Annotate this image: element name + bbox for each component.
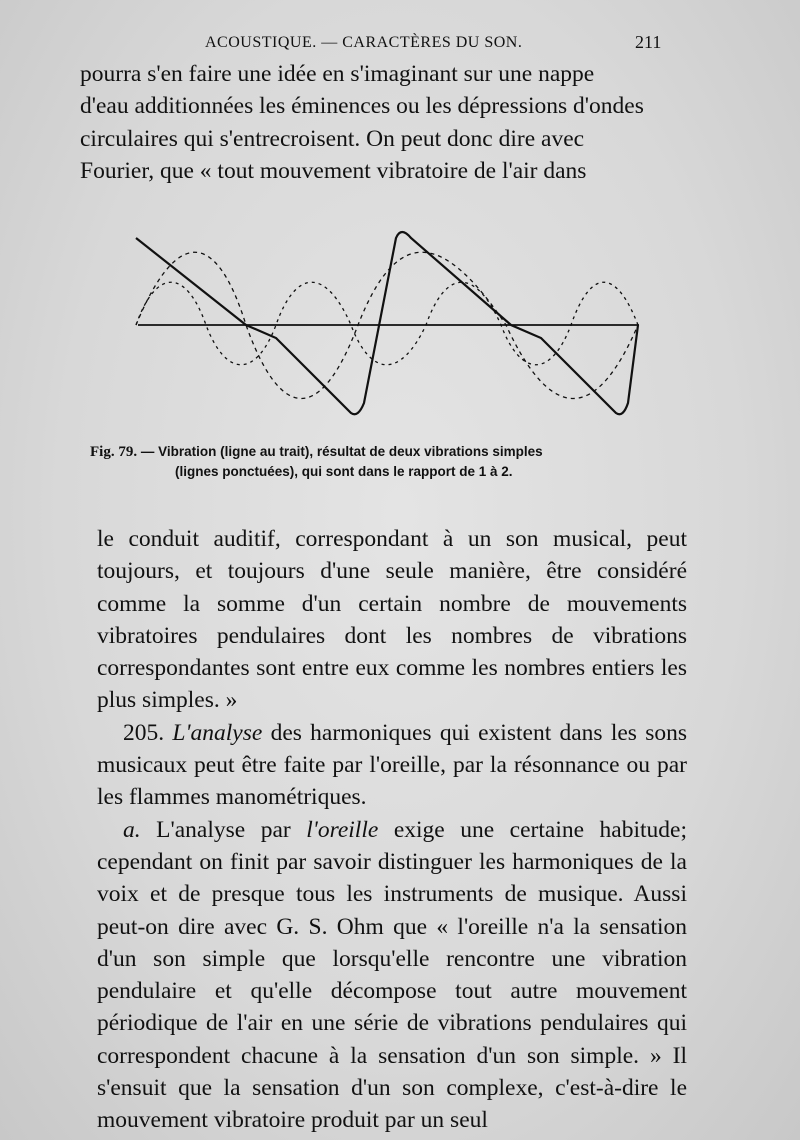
text-line: pourra s'en faire une idée en s'imaginant sur une nappe bbox=[80, 61, 595, 87]
emphasis-oreille: l'oreille bbox=[306, 816, 379, 843]
subsection-label: a. bbox=[123, 816, 141, 843]
figure-caption bbox=[90, 442, 680, 482]
caption-line-1: — Vibration (ligne au trait), résultat de deux vibrations simples bbox=[140, 444, 543, 459]
text-line: Fourier, que « tout mouvement vibratoire de l'air dans bbox=[80, 157, 587, 184]
caption-line-2: (lignes ponctuées), qui sont dans le rapport de 1 à 2. bbox=[175, 464, 513, 479]
composite-wave bbox=[136, 232, 638, 414]
continuation-paragraph: le conduit auditif, correspondant à un son musical, peut toujours, et toujours d'une seule manière, être considéré comme la somme d'un certain nombre de mouvements vibratoires pendulaires dont les nombres de vibrations correspondantes sont entre eux comme les nombres entiers les plus simples. » bbox=[97, 526, 687, 714]
section-205-text: des harmoniques qui existent dans les sons musicaux peut être faite par l'oreille, par la résonnance ou par les flammes manométriques. bbox=[97, 719, 688, 811]
text-line: d'eau additionnées les éminences ou les dépressions d'ondes bbox=[80, 93, 644, 120]
page-header bbox=[80, 28, 680, 58]
emphasis-analyse: L'analyse bbox=[172, 719, 263, 746]
text-line: circulaires qui s'entrecroisent. On peut donc dire avec bbox=[80, 125, 585, 152]
vibration-figure bbox=[96, 208, 696, 438]
harmonic-wave bbox=[136, 282, 638, 365]
page-number: 211 bbox=[635, 32, 662, 52]
top-paragraph bbox=[80, 58, 686, 187]
section-a-pre: L'analyse par bbox=[140, 816, 307, 843]
section-a-text: exige une certaine habitude; cependant on finit par savoir distinguer les harmoniques de la voix et de presque tous les instruments de musique. Aussi peut-on dire avec G. S. Ohm que « l'oreille n'a la sensation d'un son simple que lorsqu'elle rencontre une vibration pendulaire et qu'elle décompose tout autre mouvement périodique de l'air en une série de vibrations pendulaires qui correspondent chacune à la sensation d'un son simple. » Il s'ensuit que la sensation d'un son complexe, c'est-à-dire le mouvement vibratoire produit par un seul bbox=[97, 816, 688, 1134]
section-a-paragraph bbox=[97, 814, 687, 1137]
main-text bbox=[97, 523, 687, 1137]
running-head: ACOUSTIQUE. — CARACTÈRES DU SON. bbox=[205, 34, 523, 51]
figure-label: Fig. 79. bbox=[90, 444, 138, 460]
section-205-paragraph bbox=[97, 717, 687, 814]
section-number: 205. bbox=[123, 719, 165, 746]
